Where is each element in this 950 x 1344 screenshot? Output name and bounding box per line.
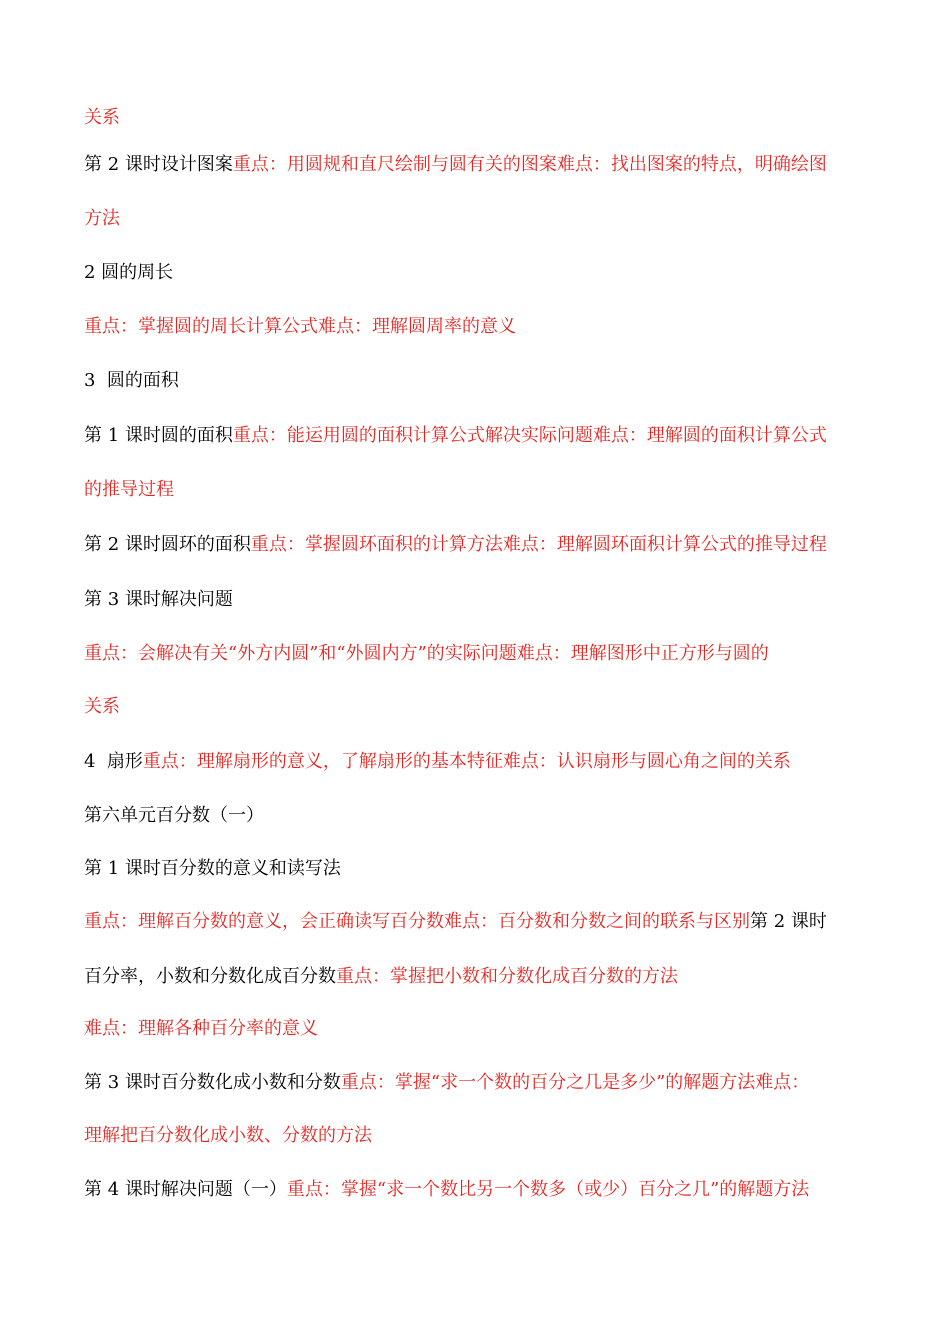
black-text: 4 扇形	[84, 751, 143, 772]
black-text: 百分率，小数和分数化成百分数	[84, 966, 336, 987]
text-line-17	[84, 965, 878, 989]
text-line-5	[84, 315, 878, 339]
text-line-3	[84, 207, 878, 231]
red-text: 难点：理解各种百分率的意义	[84, 1018, 318, 1039]
black-text: 第 2 课时	[750, 911, 827, 932]
text-line-15	[84, 857, 878, 881]
red-text: 重点：会解决有关“外方内圆”和“外圆内方”的实际问题难点：理解图形中正方形与圆的	[84, 643, 769, 664]
text-line-10	[84, 588, 878, 612]
red-text: 重点：掌握圆的周长计算公式难点：理解圆周率的意义	[84, 316, 516, 337]
text-line-6	[84, 369, 878, 393]
red-text: 的推导过程	[84, 479, 174, 500]
black-text: 第 1 课时百分数的意义和读写法	[84, 858, 341, 879]
black-text: 第 2 课时圆环的面积	[84, 534, 251, 555]
text-line-19	[84, 1071, 878, 1095]
red-text: 方法	[84, 208, 120, 229]
text-line-4	[84, 261, 878, 285]
red-text: 重点：用圆规和直尺绘制与圆有关的图案难点：找出图案的特点，明确绘图	[232, 154, 827, 175]
black-text: 第 3 课时解决问题	[84, 589, 233, 610]
text-line-9	[84, 533, 878, 557]
text-line-7	[84, 424, 878, 448]
text-line-12	[84, 695, 878, 719]
red-text: 关系	[84, 107, 120, 128]
red-text: 关系	[84, 696, 120, 717]
red-text: 重点：掌握“求一个数比另一个数多（或少）百分之几”的解题方法	[286, 1179, 810, 1200]
black-text: 第 3 课时百分数化成小数和分数	[84, 1072, 341, 1093]
text-line-2	[84, 153, 878, 177]
black-text: 第六单元百分数（一）	[84, 805, 264, 826]
text-line-13	[84, 750, 878, 774]
text-line-14	[84, 804, 878, 828]
text-line-8	[84, 478, 878, 502]
red-text: 重点：掌握“求一个数的百分之几是多少”的解题方法难点：	[340, 1072, 810, 1093]
black-text: 2 圆的周长	[84, 262, 174, 283]
text-line-16	[84, 910, 878, 934]
black-text: 第 1 课时圆的面积	[84, 425, 233, 446]
red-text: 重点：掌握把小数和分数化成百分数的方法	[336, 966, 678, 987]
red-text: 重点：能运用圆的面积计算公式解决实际问题难点：理解圆的面积计算公式	[232, 425, 827, 446]
text-line-20	[84, 1124, 878, 1148]
red-text: 重点：掌握圆环面积的计算方法难点：理解圆环面积计算公式的推导过程	[250, 534, 827, 555]
text-line-18	[84, 1017, 878, 1041]
black-text: 3 圆的面积	[84, 370, 179, 391]
text-line-21	[84, 1178, 878, 1202]
red-text: 重点：理解扇形的意义，了解扇形的基本特征难点：认识扇形与圆心角之间的关系	[142, 751, 791, 772]
text-line-11	[84, 642, 878, 666]
red-text: 理解把百分数化成小数、分数的方法	[84, 1125, 372, 1146]
black-text: 第 2 课时设计图案	[84, 154, 233, 175]
text-line-1	[84, 106, 878, 130]
red-text: 重点：理解百分数的意义，会正确读写百分数难点：百分数和分数之间的联系与区别	[84, 911, 750, 932]
black-text: 第 4 课时解决问题（一）	[84, 1179, 287, 1200]
